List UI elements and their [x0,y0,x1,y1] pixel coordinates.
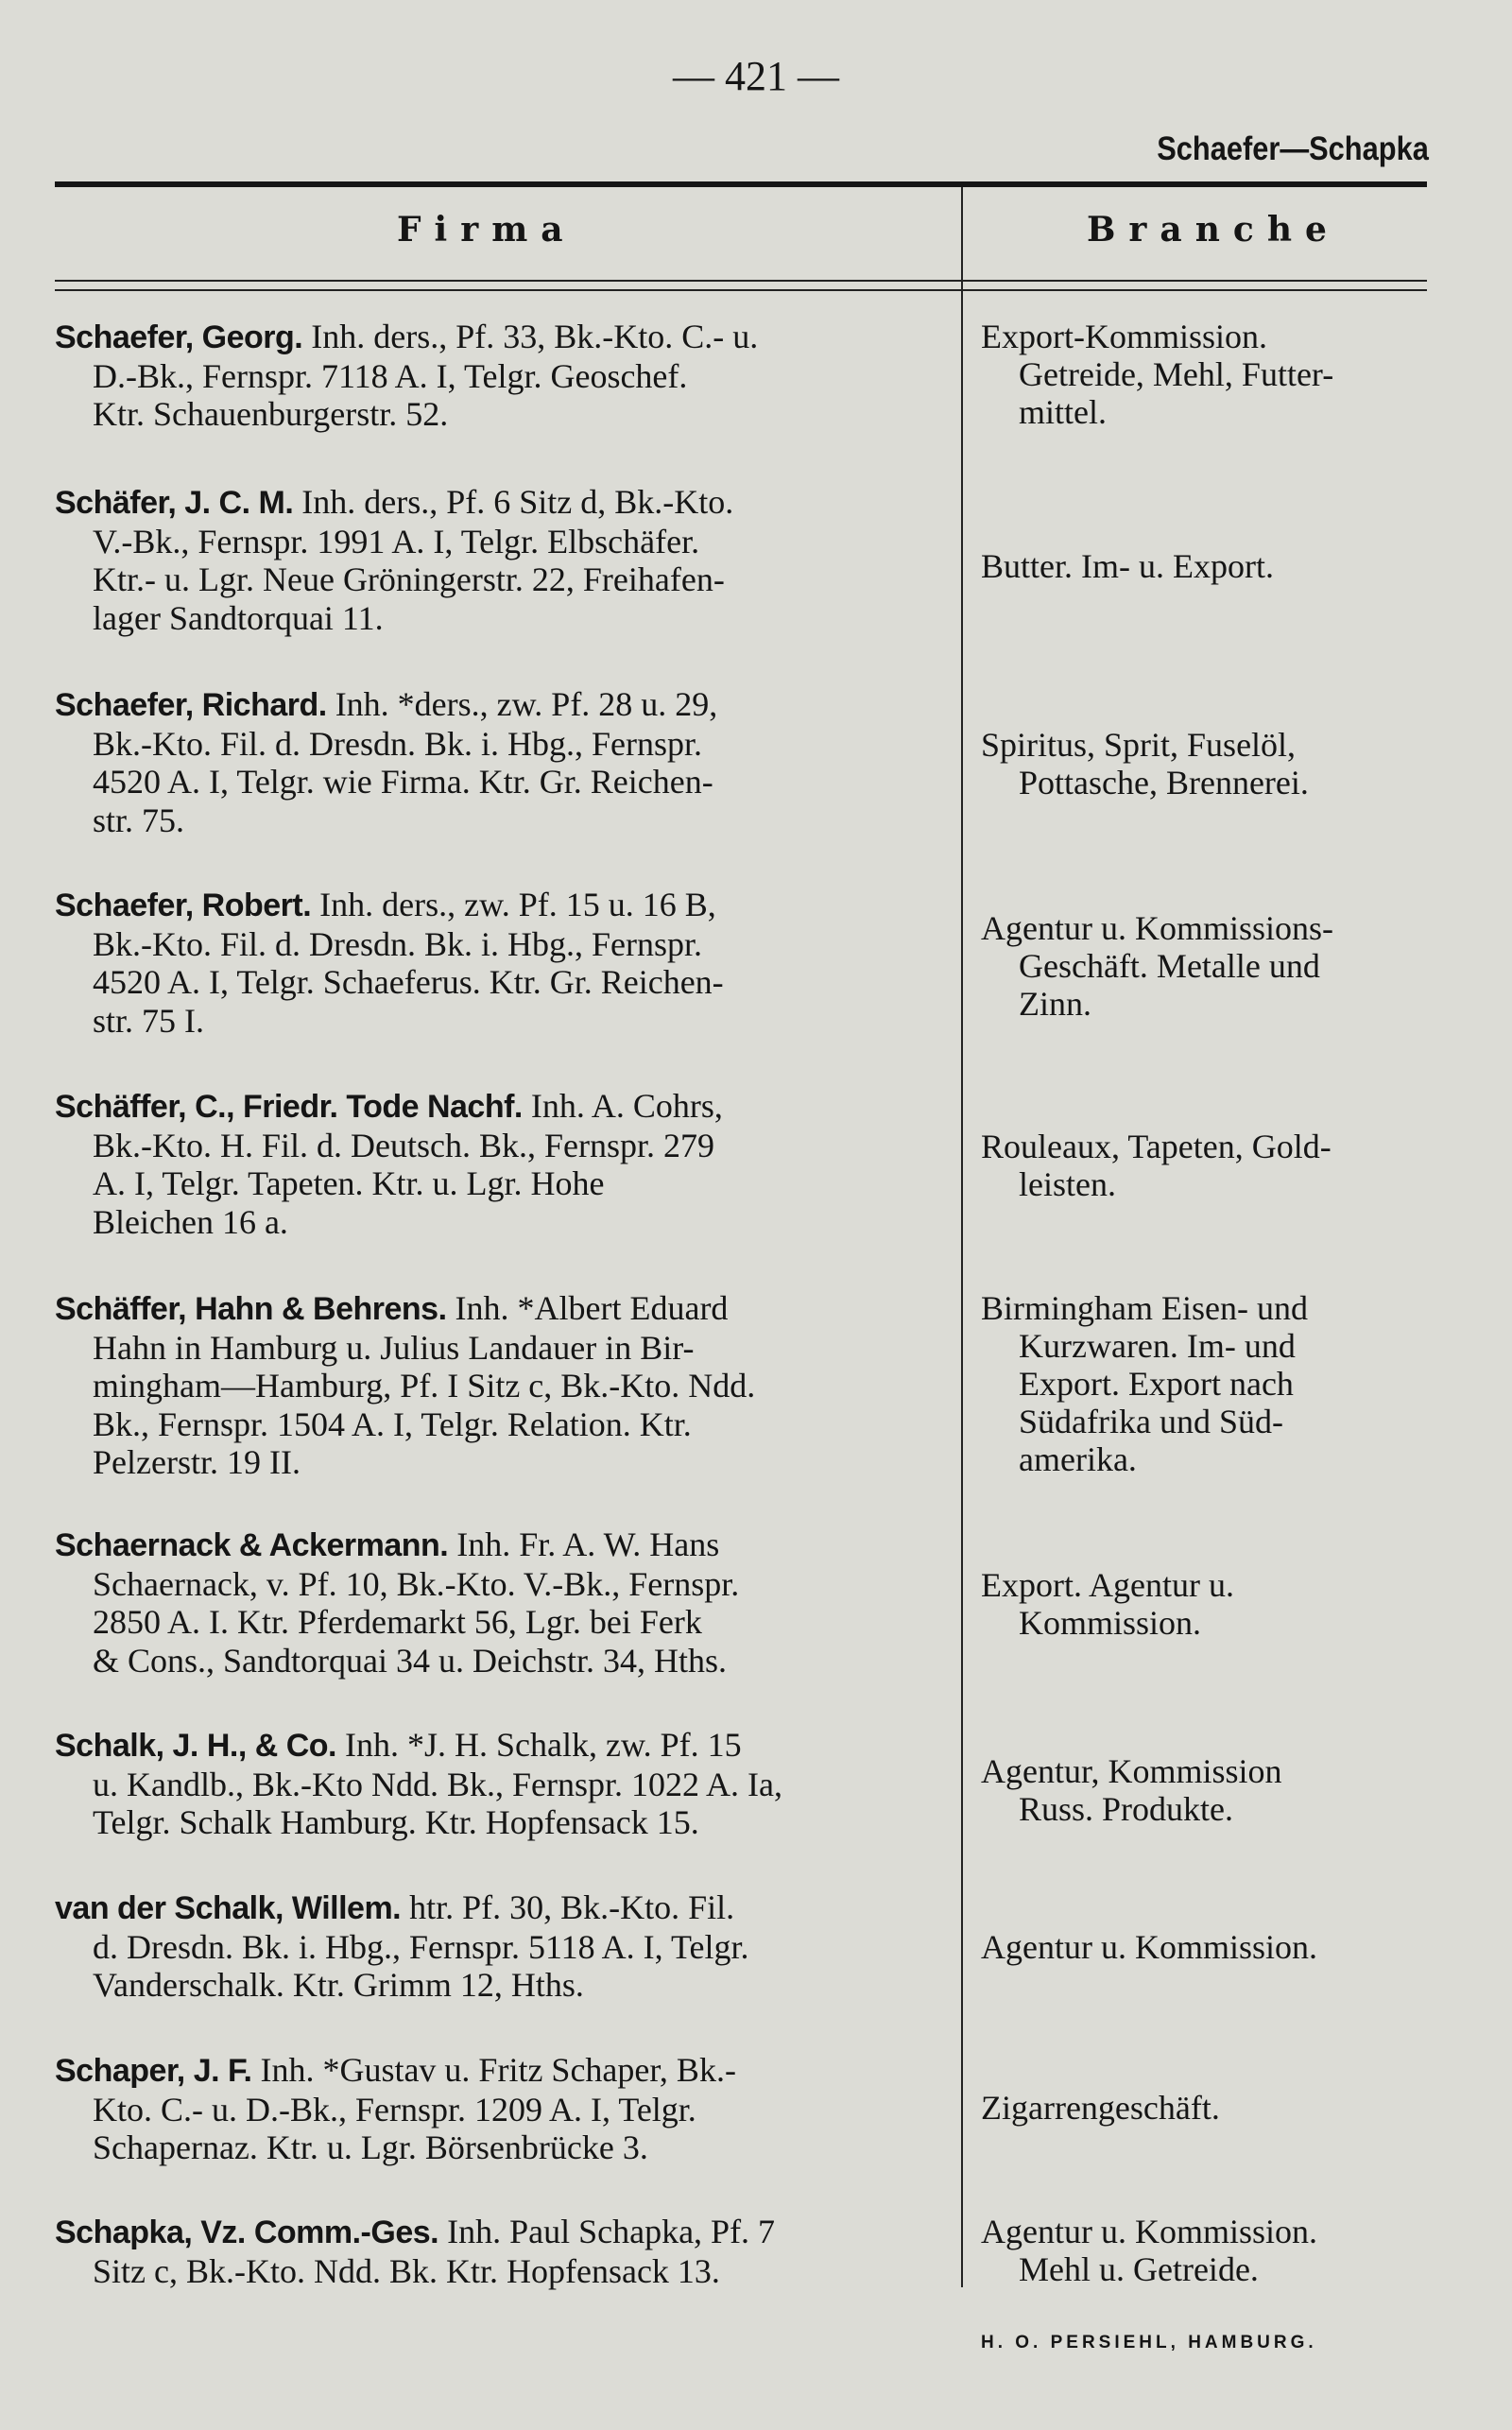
entry-branche [981,1566,1435,1642]
column-header-firma: Firma [397,210,576,250]
entry-name: Schaefer, Georg. [55,319,303,355]
entry-line: str. 75. [93,801,185,839]
entry-line: Inh. ders., Pf. 6 Sitz d, Bk.-Kto. [293,483,734,521]
entry-line: & Cons., Sandtorquai 34 u. Deichstr. 34, Hths. [93,1641,727,1680]
entry-line: Inh. Fr. A. W. Hans [448,1525,720,1563]
entry-line: Ktr.- u. Lgr. Neue Gröningerstr. 22, Freihafen- [93,560,725,598]
entry-branche [981,547,1435,585]
entry-line: str. 75 I. [93,1001,205,1040]
branche-line: Zinn. [1019,985,1091,1023]
entry-line: d. Dresdn. Bk. i. Hbg., Fernspr. 5118 A. I, Telgr. [93,1927,749,1966]
branche-line: Zigarrengeschäft. [981,2089,1220,2127]
entry-line: Kto. C.- u. D.-Bk., Fernspr. 1209 A. I, Telgr. [93,2090,696,2128]
entry-firma [55,1525,953,1680]
entry-line: 2850 A. I. Ktr. Pferdemarkt 56, Lgr. bei Ferk [93,1603,702,1641]
entry-line: Bk.-Kto. H. Fil. d. Deutsch. Bk., Fernspr. 279 [93,1126,715,1164]
entry-line: u. Kandlb., Bk.-Kto Ndd. Bk., Fernspr. 1022 A. Ia, [93,1765,782,1803]
header-rule-upper [55,280,1427,282]
branche-line: Rouleaux, Tapeten, Gold- [981,1128,1332,1165]
branche-line: Export. Agentur u. [981,1566,1234,1604]
branche-line: Agentur u. Kommission. [981,2213,1317,2250]
branche-line: amerika. [1019,1440,1137,1478]
entry-firma [55,1726,953,1842]
branche-line: Birmingham Eisen- und [981,1289,1308,1327]
branche-line: Südafrika und Süd- [1019,1403,1283,1440]
page-number: — 421 — [673,53,839,99]
branche-line: mittel. [1019,393,1107,431]
entry-branche [981,2213,1435,2288]
entry-line: Inh. *Gustav u. Fritz Schaper, Bk.- [251,2051,736,2089]
branche-line: Kommission. [1019,1604,1202,1642]
column-divider [961,187,963,2287]
entry-line: Schapernaz. Ktr. u. Lgr. Börsenbrücke 3. [93,2128,648,2166]
entry-branche [981,726,1435,801]
entry-name: Schaper, J. F. [55,2053,252,2089]
entry-firma [55,685,953,839]
entry-line: Hahn in Hamburg u. Julius Landauer in Bir- [93,1328,695,1367]
entry-name: Schaefer, Robert. [55,888,312,923]
branche-line: Russ. Produkte. [1019,1790,1234,1828]
entry-line: Bk., Fernspr. 1504 A. I, Telgr. Relation. Ktr. [93,1405,692,1443]
entry-firma [55,318,953,434]
entry-branche [981,2089,1435,2127]
entry-line: Schaernack, v. Pf. 10, Bk.-Kto. V.-Bk., Fernspr. [93,1564,740,1603]
entry-line: htr. Pf. 30, Bk.-Kto. Fil. [401,1888,735,1926]
branche-line: Pottasche, Brennerei. [1019,764,1309,801]
entry-name: Schaernack & Ackermann. [55,1527,449,1563]
entry-line: 4520 A. I, Telgr. wie Firma. Ktr. Gr. Reichen- [93,763,713,801]
branche-line: Kurzwaren. Im- und [1019,1327,1296,1365]
branche-line: Export-Kommission. [981,318,1267,355]
branche-line: Butter. Im- u. Export. [981,547,1274,585]
entry-firma [55,1888,953,2005]
running-head: Schaefer—Schapka [1157,130,1429,167]
entry-name: Schäffer, C., Friedr. Tode Nachf. [55,1089,523,1125]
entry-line: Inh. *Albert Eduard [446,1289,729,1327]
entry-line: Ktr. Schauenburgerstr. 52. [93,395,449,433]
entry-line: lager Sandtorquai 11. [93,598,384,637]
branche-line: Geschäft. Metalle und [1019,947,1320,985]
entry-line: Inh. Paul Schapka, Pf. 7 [438,2213,776,2250]
entry-line: Bleichen 16 a. [93,1202,288,1241]
entry-name: Schapka, Vz. Comm.-Ges. [55,2215,439,2250]
entry-name: Schäffer, Hahn & Behrens. [55,1291,447,1327]
branche-line: Export. Export nach [1019,1365,1294,1403]
entry-line: Bk.-Kto. Fil. d. Dresdn. Bk. i. Hbg., Fernspr. [93,924,703,963]
entry-line: D.-Bk., Fernspr. 7118 A. I, Telgr. Geoschef. [93,356,688,395]
branche-line: Agentur, Kommission [981,1752,1282,1790]
entry-firma [55,2213,953,2290]
entry-line: Sitz c, Bk.-Kto. Ndd. Bk. Ktr. Hopfensack 13. [93,2251,720,2290]
entry-branche [981,1752,1435,1828]
entry-line: Vanderschalk. Ktr. Grimm 12, Hths. [93,1966,584,2004]
branche-line: Getreide, Mehl, Futter- [1019,355,1334,393]
entry-line: mingham—Hamburg, Pf. I Sitz c, Bk.-Kto. Ndd. [93,1367,756,1405]
entry-firma [55,886,953,1040]
entry-line: V.-Bk., Fernspr. 1991 A. I, Telgr. Elbschäfer. [93,522,700,560]
column-header-branche: Branche [1087,210,1340,250]
entry-name: Schäfer, J. C. M. [55,485,294,521]
entry-line: Telgr. Schalk Hamburg. Ktr. Hopfensack 15. [93,1803,699,1841]
entry-line: Inh. *J. H. Schalk, zw. Pf. 15 [335,1726,742,1764]
branche-line: Spiritus, Sprit, Fuselöl, [981,726,1297,764]
entry-name: van der Schalk, Willem. [55,1890,402,1926]
entry-line: Inh. ders., zw. Pf. 15 u. 16 B, [311,886,716,923]
branche-line: Agentur u. Kommissions- [981,909,1333,947]
branche-line: leisten. [1019,1165,1116,1203]
entry-firma [55,1087,953,1241]
entry-branche [981,1928,1435,1966]
entry-name: Schalk, J. H., & Co. [55,1728,336,1764]
entry-line: Pelzerstr. 19 II. [93,1443,301,1481]
entry-line: Bk.-Kto. Fil. d. Dresdn. Bk. i. Hbg., Fernspr. [93,724,703,763]
entry-line: Inh. ders., Pf. 33, Bk.-Kto. C.- u. [302,318,759,355]
entry-line: A. I, Telgr. Tapeten. Ktr. u. Lgr. Hohe [93,1164,605,1202]
top-rule [55,181,1427,187]
entry-branche [981,909,1435,1023]
entry-firma [55,2051,953,2167]
entry-branche [981,1289,1435,1478]
entry-firma [55,483,953,637]
branche-line: Mehl u. Getreide. [1019,2250,1259,2288]
entry-firma [55,1289,953,1482]
entry-line: Inh. A. Cohrs, [522,1087,723,1125]
entry-branche [981,318,1435,431]
entry-name: Schaefer, Richard. [55,687,327,723]
branche-line: Agentur u. Kommission. [981,1928,1317,1966]
printer-imprint: H. O. PERSIEHL, HAMBURG. [981,2333,1317,2352]
header-rule-lower [55,289,1427,291]
entry-branche [981,1128,1435,1203]
entry-line: Inh. *ders., zw. Pf. 28 u. 29, [326,685,718,723]
entry-line: 4520 A. I, Telgr. Schaeferus. Ktr. Gr. Reichen- [93,963,724,1001]
